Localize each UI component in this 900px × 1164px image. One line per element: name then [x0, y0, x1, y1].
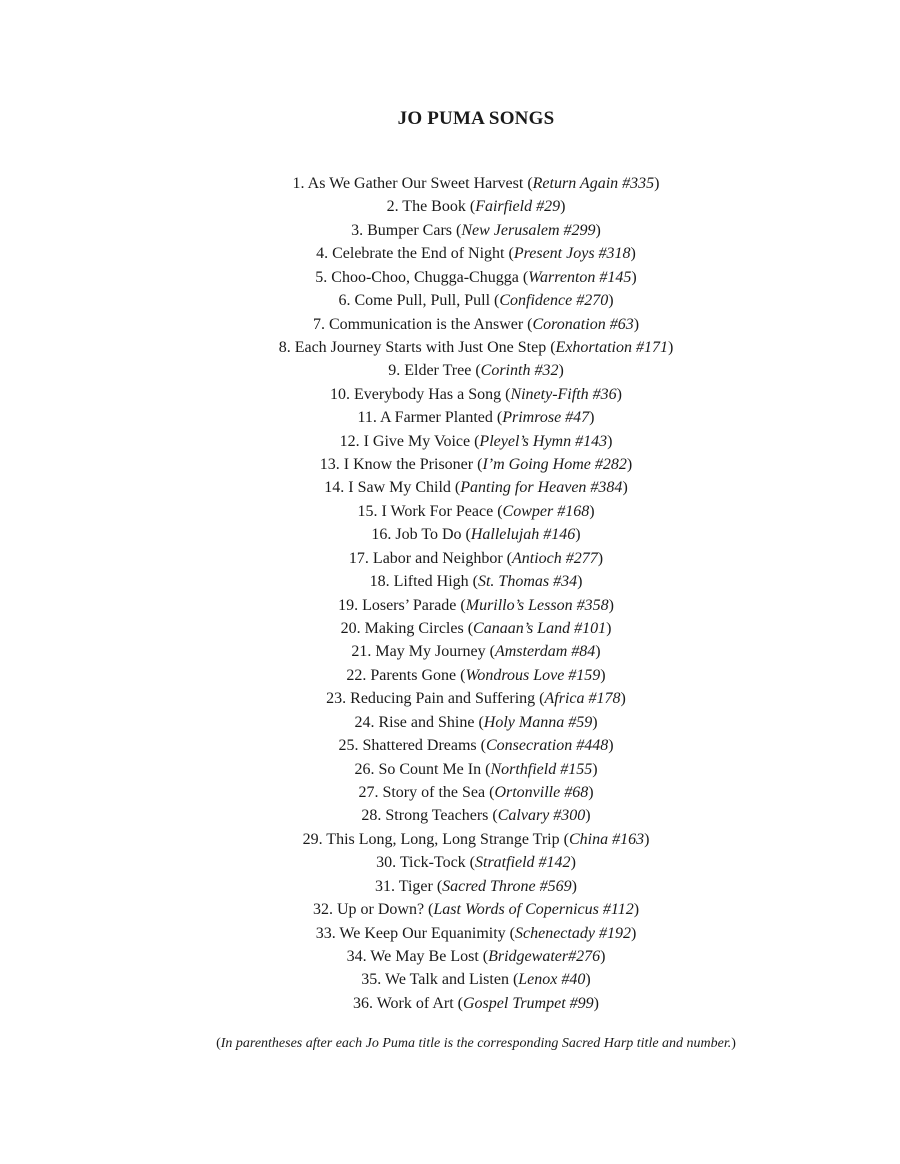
closing-paren: ): [560, 198, 566, 216]
song-title: 8. Each Journey Starts with Just One Step (: [278, 338, 556, 356]
song-title: 20. Making Circles (: [340, 620, 474, 638]
footnote-close-paren: ): [731, 1036, 736, 1051]
closing-paren: ): [644, 830, 650, 848]
sacred-harp-tune: I’m Going Home #282: [482, 456, 627, 474]
list-item: [0, 313, 900, 336]
closing-paren: ): [608, 292, 614, 310]
song-title: 18. Lifted High (: [369, 573, 478, 591]
sacred-harp-tune: Schenectady #192: [514, 924, 631, 942]
list-item: [0, 758, 900, 781]
sacred-harp-tune: Hallelujah #146: [470, 526, 576, 544]
list-item: [0, 289, 900, 312]
song-title: 2. The Book (: [386, 198, 476, 216]
list-item: [0, 687, 900, 710]
closing-paren: ): [600, 666, 606, 684]
sacred-harp-tune: Cowper #168: [502, 502, 590, 520]
sacred-harp-tune: Calvary #300: [497, 807, 586, 825]
sacred-harp-tune: Primrose #47: [502, 409, 590, 427]
sacred-harp-tune: Fairfield #29: [475, 198, 561, 216]
closing-paren: ): [589, 409, 595, 427]
song-title: 26. So Count Me In (: [354, 760, 491, 778]
list-item: [0, 781, 900, 804]
sacred-harp-tune: Antioch #277: [511, 549, 598, 567]
sacred-harp-tune: Stratfield #142: [475, 854, 571, 872]
page-title: JO PUMA SONGS: [397, 108, 555, 129]
list-item: [0, 406, 900, 429]
closing-paren: ): [585, 971, 591, 989]
sacred-harp-tune: Bridgewater#276: [488, 947, 601, 965]
closing-paren: ): [608, 737, 614, 755]
list-item: [0, 172, 900, 195]
song-title: 24. Rise and Shine (: [354, 713, 484, 731]
list-item: [0, 617, 900, 640]
song-title: 27. Story of the Sea (: [358, 783, 495, 801]
sacred-harp-tune: Amsterdam #84: [494, 643, 596, 661]
footnote-open-paren: (: [216, 1036, 221, 1051]
closing-paren: ): [667, 338, 674, 356]
closing-paren: ): [633, 901, 640, 919]
song-title: 12. I Give My Voice (: [339, 432, 480, 450]
song-title: 21. May My Journey (: [351, 643, 495, 661]
closing-paren: ): [593, 994, 599, 1012]
sacred-harp-tune: Panting for Heaven #384: [460, 479, 623, 497]
song-title: 9. Elder Tree (: [388, 362, 481, 380]
song-title: 6. Come Pull, Pull, Pull (: [338, 292, 500, 310]
list-item: [0, 640, 900, 663]
song-title: 13. I Know the Prisoner (: [319, 456, 483, 474]
song-title: 35. We Talk and Listen (: [361, 971, 519, 989]
song-title: 4. Celebrate the End of Night (: [316, 245, 514, 263]
list-item: [0, 594, 900, 617]
list-item: [0, 570, 900, 593]
closing-paren: ): [575, 526, 581, 544]
closing-paren: ): [622, 479, 628, 497]
closing-paren: ): [606, 620, 612, 638]
closing-paren: ): [595, 643, 601, 661]
closing-paren: ): [633, 315, 640, 333]
list-item: [0, 734, 900, 757]
song-title: 5. Choo-Choo, Chugga-Chugga (: [315, 268, 529, 286]
sacred-harp-tune: Sacred Throne #569: [442, 877, 572, 895]
song-title: 36. Work of Art (: [353, 994, 463, 1012]
closing-paren: ): [654, 175, 660, 192]
sacred-harp-tune: Exhortation #171: [555, 338, 668, 356]
list-item: [0, 851, 900, 874]
sacred-harp-tune: Return Again #335: [532, 175, 655, 192]
song-title: 25. Shattered Dreams (: [338, 737, 486, 755]
closing-paren: ): [597, 549, 604, 567]
song-title: 23. Reducing Pain and Suffering (: [326, 690, 545, 708]
list-item: [0, 266, 900, 289]
closing-paren: ): [571, 877, 577, 895]
song-title: 29. This Long, Long, Long Strange Trip (: [302, 830, 569, 848]
sacred-harp-tune: Ninety-Fifth #36: [510, 385, 617, 403]
list-item: [0, 359, 900, 382]
closing-paren: ): [595, 221, 601, 239]
sacred-harp-tune: Africa #178: [544, 690, 621, 708]
list-item: [0, 242, 900, 265]
list-item: [0, 945, 900, 968]
closing-paren: ): [630, 245, 636, 263]
closing-paren: ): [620, 690, 626, 708]
sacred-harp-tune: Gospel Trumpet #99: [462, 994, 594, 1012]
song-title: 16. Job To Do (: [371, 526, 471, 544]
sacred-harp-tune: New Jerusalem #299: [461, 221, 596, 239]
list-item: [0, 500, 900, 523]
sacred-harp-tune: Last Words of Copernicus #112: [433, 901, 634, 919]
list-item: [0, 664, 900, 687]
closing-paren: ): [558, 362, 564, 380]
list-item: [0, 804, 900, 827]
closing-paren: ): [607, 432, 613, 450]
list-item: [0, 922, 900, 945]
sacred-harp-tune: Wondrous Love #159: [465, 666, 601, 684]
closing-paren: ): [577, 573, 583, 591]
song-title: 11. A Farmer Planted (: [357, 409, 503, 427]
sacred-harp-tune: Ortonville #68: [494, 783, 589, 801]
song-list: [0, 172, 900, 1015]
sacred-harp-tune: Murillo’s Lesson #358: [465, 596, 609, 614]
closing-paren: ): [600, 947, 606, 965]
closing-paren: ): [589, 502, 595, 520]
list-item: [0, 992, 900, 1015]
sacred-harp-tune: Pleyel’s Hymn #143: [479, 432, 608, 450]
song-title: 7. Communication is the Answer (: [312, 315, 533, 333]
song-title: 19. Losers’ Parade (: [338, 596, 466, 614]
song-title: 28. Strong Teachers (: [361, 807, 498, 825]
list-item: [0, 875, 900, 898]
list-item: [0, 828, 900, 851]
song-title: 10. Everybody Has a Song (: [330, 385, 511, 403]
song-title: 33. We Keep Our Equanimity (: [315, 924, 515, 942]
song-title: 1. As We Gather Our Sweet Harvest (: [292, 175, 533, 192]
closing-paren: ): [585, 807, 591, 825]
closing-paren: ): [570, 854, 576, 872]
list-item: [0, 219, 900, 242]
song-title: 30. Tick-Tock (: [376, 854, 475, 872]
list-item: [0, 968, 900, 991]
closing-paren: ): [592, 760, 598, 778]
song-title: 31. Tiger (: [375, 877, 443, 895]
sacred-harp-tune: Canaan’s Land #101: [473, 620, 607, 638]
sacred-harp-tune: Corinth #32: [480, 362, 559, 380]
closing-paren: ): [631, 268, 637, 286]
closing-paren: ): [630, 924, 637, 942]
sacred-harp-tune: Confidence #270: [499, 292, 609, 310]
sacred-harp-tune: Warrenton #145: [528, 268, 632, 286]
sacred-harp-tune: China #163: [568, 830, 645, 848]
list-item: [0, 195, 900, 218]
sacred-harp-tune: Lenox #40: [518, 971, 586, 989]
sacred-harp-tune: Present Joys #318: [513, 245, 631, 263]
closing-paren: ): [616, 385, 622, 403]
sacred-harp-tune: Coronation #63: [532, 315, 634, 333]
closing-paren: ): [592, 713, 598, 731]
song-title: 14. I Saw My Child (: [324, 479, 461, 497]
list-item: [0, 383, 900, 406]
footnote: [0, 1036, 900, 1052]
sacred-harp-tune: Holy Manna #59: [483, 713, 593, 731]
song-title: 34. We May Be Lost (: [346, 947, 489, 965]
closing-paren: ): [608, 596, 614, 614]
song-title: 15. I Work For Peace (: [357, 502, 503, 520]
sacred-harp-tune: Consecration #448: [485, 737, 609, 755]
sacred-harp-tune: Northfield #155: [490, 760, 593, 778]
list-item: [0, 547, 900, 570]
list-item: [0, 476, 900, 499]
list-item: [0, 430, 900, 453]
list-item: [0, 711, 900, 734]
footnote-text: In parentheses after each Jo Puma title is the corresponding Sacred Harp title and number.: [220, 1036, 732, 1051]
song-title: 3. Bumper Cars (: [351, 221, 462, 239]
list-item: [0, 453, 900, 476]
closing-paren: ): [626, 456, 633, 474]
list-item: [0, 336, 900, 359]
list-item: [0, 898, 900, 921]
song-title: 17. Labor and Neighbor (: [348, 549, 512, 567]
song-title: 22. Parents Gone (: [346, 666, 466, 684]
sacred-harp-tune: St. Thomas #34: [477, 573, 578, 591]
list-item: [0, 523, 900, 546]
song-title: 32. Up or Down? (: [312, 901, 434, 919]
closing-paren: ): [588, 783, 594, 801]
